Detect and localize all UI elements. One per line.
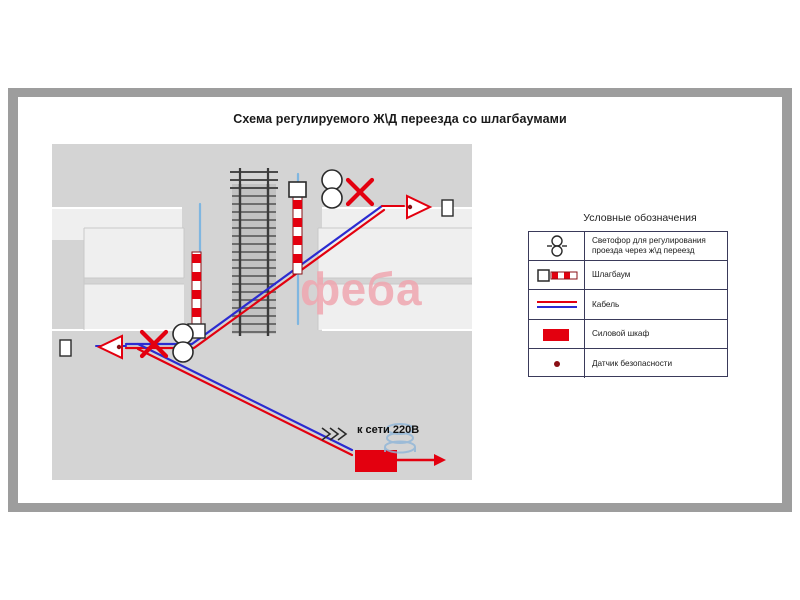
legend-item-barrier: [529, 261, 727, 290]
legend-item-traffic-light: [529, 232, 727, 261]
watermark-text: феба: [300, 263, 423, 315]
legend-label-traffic-light: Светофор для регулирования проезда через ж\д переезд: [592, 236, 706, 256]
safety-sensor-icon: [529, 349, 585, 378]
legend-box: [528, 231, 728, 377]
cable-direction-arrows: [322, 428, 346, 440]
barrier-icon: [529, 261, 585, 289]
page-title: Схема регулируемого Ж\Д переезда со шлагбаумами: [233, 112, 567, 126]
power-cabinet-icon: [529, 320, 585, 348]
power-network-label: к сети 220В: [357, 424, 420, 436]
cable-blue-power: [138, 344, 352, 450]
power-cabinet: [355, 450, 446, 472]
legend-title: Условные обозначения: [583, 212, 697, 224]
legend-item-cable: [529, 290, 727, 319]
cable-icon: [529, 290, 585, 318]
traffic-light-icon: [529, 232, 585, 260]
crossing-x-upper: [348, 180, 372, 204]
barrier-lower: [289, 182, 306, 274]
cable-red-power: [138, 349, 352, 455]
legend-item-safety-sensor: [529, 349, 727, 378]
road-strip-lower-left: [84, 284, 184, 330]
barrier-upper: [188, 252, 205, 338]
legend-item-power-cabinet: [529, 320, 727, 349]
legend-label-cable: Кабель: [592, 299, 620, 309]
legend-label-power-cabinet: Силовой шкаф: [592, 328, 650, 338]
traffic-light-upper: [322, 170, 342, 208]
legend-label-barrier: Шлагбаум: [592, 270, 631, 280]
legend-label-safety-sensor: Датчик безопасности: [592, 358, 673, 368]
safety-sensor-left: [60, 336, 122, 358]
